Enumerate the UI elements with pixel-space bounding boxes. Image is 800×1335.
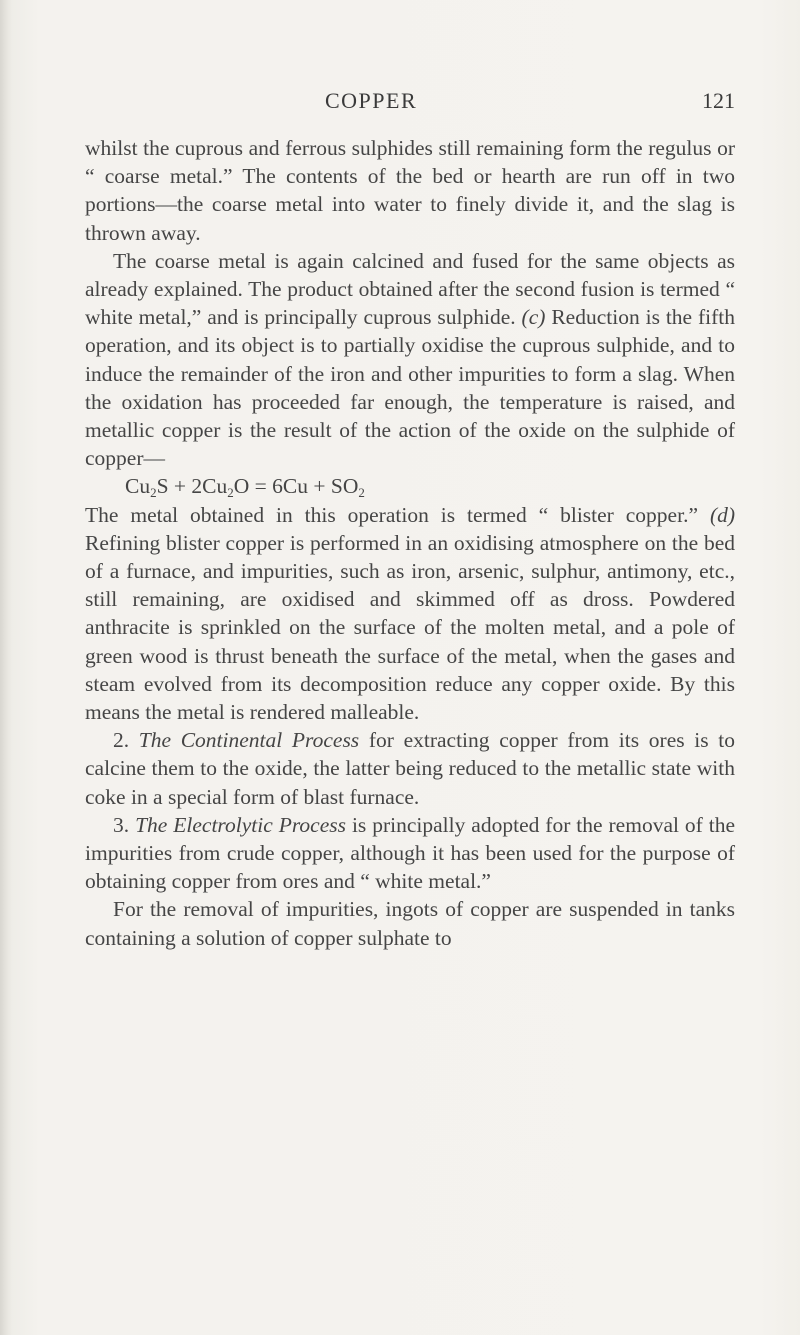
paragraph-5-text: is principally adopted for the removal of the impurities from crude copper, although it has been used for the purpose of obtaining copper from ores and “ white metal.” — [85, 812, 736, 894]
paragraph-2-text: The coarse metal is again calcined and fused for the same objects as already explained. The product obtained after the second fusion is termed “ white metal,” and is principally cuprous sulphide. — [85, 248, 735, 330]
paragraph-1: whilst the cuprous and ferrous sulphides still remaining form the regulus or “ coarse metal.” The contents of the bed or hearth are run off in two portions—the coarse metal into water to finely divide it, and the slag is thrown away. — [85, 136, 735, 245]
page-header — [85, 88, 735, 118]
paragraph-4-text: for extracting copper from its ores is to calcine them to the oxide, the latter being reduced to the metallic state with coke in a special form of blast furnace. — [85, 728, 735, 809]
equation-part: O = 6Cu + SO — [233, 474, 359, 499]
section-number: 3. — [113, 812, 130, 837]
section-title: The Continental Process — [138, 728, 360, 753]
page-number: 121 — [702, 88, 735, 113]
paragraph-3-text: The metal obtained in this operation is termed “ blister copper.” — [85, 502, 698, 527]
chemical-equation — [85, 472, 735, 500]
paragraph-4 — [85, 726, 735, 811]
paragraph-3-continued: Refining blister copper is performed in an oxidising atmosphere on the bed of a furnace, and impurities, such as iron, arsenic, sulphur, antimony, etc., still remaining, are oxidised and skimmed off as dross. Powdered anthracite is sprinkled on the surface of the molten metal, and a pole of green wood is thrust beneath the surface of the metal, when the gases and steam evolved from its decomposition reduce any copper oxide. By this means the metal is rendered malleable. — [85, 530, 735, 725]
equation-subscript: 2 — [150, 485, 157, 501]
section-title: The Electrolytic Process — [135, 812, 346, 837]
paragraph-6: For the removal of impurities, ingots of copper are suspended in tanks containing a solution of copper sulphate to — [85, 897, 735, 950]
equation-part: Cu — [125, 474, 151, 499]
step-c-marker: (c) — [521, 305, 546, 330]
section-number: 2. — [113, 728, 130, 753]
step-d-marker: (d) — [709, 502, 736, 527]
equation-subscript: 2 — [227, 485, 234, 501]
equation-part: S + 2Cu — [156, 474, 228, 499]
running-head: COPPER — [325, 88, 418, 113]
paragraph-5 — [85, 811, 735, 896]
paragraph-3 — [85, 501, 735, 727]
equation-subscript: 2 — [358, 485, 365, 501]
paragraph-2-continued: Reduction is the fifth operation, and its object is to partially oxidise the cuprous sulphide, and to induce the remainder of the iron and other impurities to form a slag. When the oxidation has proceeded far enough, the temperature is raised, and metallic copper is the result of the action of the oxide on the sulphide of copper— — [85, 305, 736, 471]
binding-shadow — [0, 0, 12, 1335]
body-text — [85, 134, 735, 952]
paragraph-2 — [85, 247, 735, 473]
